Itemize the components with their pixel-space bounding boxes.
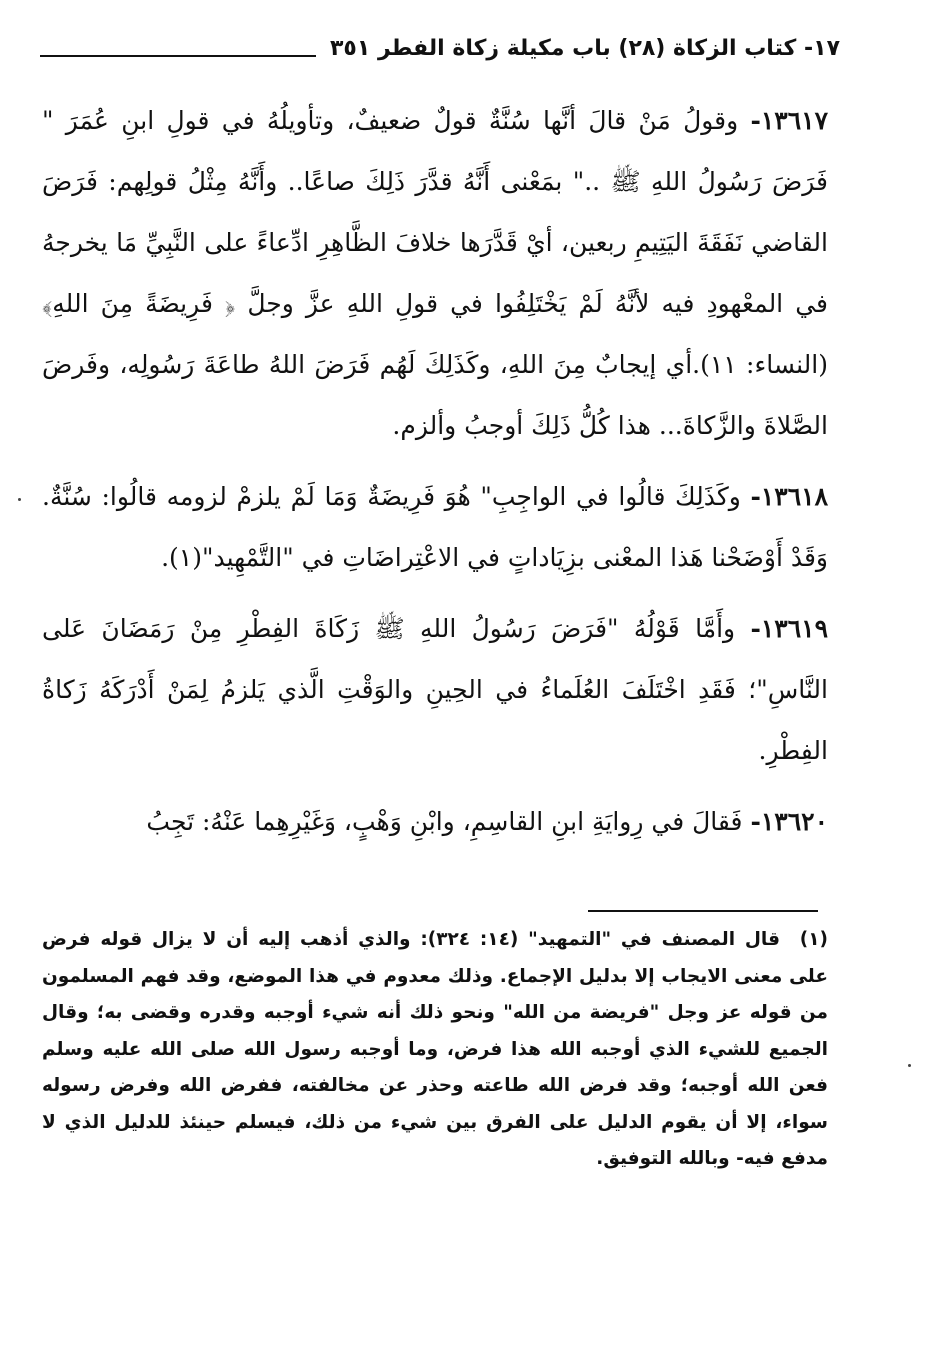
- footnote-text: قال المصنف في "التمهيد" (١٤: ٣٢٤): والذي أذهب إليه أن لا يزال قوله فرض على معنى الايجاب إلا بدليل الإجماع. وذلك معدوم في هذا الموضع، وقد فهم المسلمون من قوله عز وجل "فريضة من الله" ونحو ذلك أنه شيء أوجبه وقدره وقضى به؛ وقال الجميع للشيء الذي أوجبه الله هذا فرض، وما أوجبه رسول الله صلى الله عليه وسلم فعن الله أوجبه؛ وقد فرض الله طاعته وحذر عن مخالفته، ففرض الله وفرض رسوله سواء، إلا أن يقوم الدليل على الفرق بين شيء من ذلك، فيسلم حينئذ للدليل الذي لا مدفع فيه- وبالله التوفيق.: [42, 929, 828, 1169]
- footnote-marker: (١): [799, 929, 828, 950]
- paragraph-number: ١٣٦١٨-: [750, 482, 828, 511]
- paragraph-text: وقولُ مَنْ قالَ أنَّها سُنَّةٌ قولٌ ضعيفٌ، وتأويلُهُ في قولِ ابنِ عُمَرَ " فَرَضَ رَسُولُ اللهِ ﷺ .." بمَعْنى أَنَّهُ قدَّرَ ذَلِكَ صاعًا.. وأَنَّهُ مِثْلُ قولِهم: فَرَضَ القاضي نَفَقَةَ اليَتِيمِ ربعين، أيْ قَدَّرَها خلافَ الظَّاهِرِ ادِّعاءً على النَّبِيِّ مَا يخرجهُ في المعْهودِ فيه لأنَّهُ لَمْ يَخْتَلِفُوا في قولِ اللهِ عزَّ وجلَّ ﴿ فَرِيضَةً مِنَ اللهِ﴾ (النساء: ١١).أي إيجابٌ مِنَ اللهِ، وكَذَلِكَ لَهُم فَرَضَ اللهُ طاعَةَ رَسُولِه، وفَرضَ الصَّلاةَ والزَّكاةَ... هذا كُلُّ ذَلِكَ أوجبُ وألزم.: [42, 106, 828, 440]
- scan-speck: [18, 498, 21, 501]
- header-rule: [40, 55, 316, 57]
- paragraph-text: وأَمَّا قَوْلُهُ "فَرَضَ رَسُولُ اللهِ ﷺ زَكَاةَ الفِطْرِ مِنْ رَمَضَانَ عَلى النَّاسِ"؛ فَقَدِ اخْتَلَفَ العُلَماءُ في الحِينِ والوَقْتِ الَّذي يَلزمُ لِمَنْ أَدْرَكَهُ زَكاةُ الفِطْرِ.: [42, 614, 828, 765]
- footnote: [42, 922, 828, 1178]
- paragraph-text: وكَذَلِكَ قالُوا في الواجِبِ" هُوَ فَرِيضَةٌ وَمَا لَمْ يلزمْ لزومه قالُوا: سُنَّةٌ. وَقَدْ أَوْضَحْنا هَذا المعْنى بزِيَاداتٍ في الاعْتِراضَاتِ في "التَّمْهِيد"(١).: [42, 482, 828, 572]
- paragraph-13618: [42, 466, 828, 588]
- footnote-separator: [588, 910, 818, 912]
- paragraph-number: ١٣٦٢٠-: [750, 807, 828, 836]
- paragraph-text: فَقالَ في رِوايَةِ ابنِ القاسِمِ، وابْنِ وَهْبٍ، وَغَيْرِهِما عَنْهُ: تَجِبُ: [146, 807, 743, 836]
- scan-speck: [908, 1064, 911, 1067]
- paragraph-number: ١٣٦١٩-: [750, 614, 828, 643]
- main-text: [42, 90, 828, 852]
- paragraph-13617: [42, 90, 828, 456]
- paragraph-13620: [42, 791, 828, 852]
- paragraph-13619: [42, 598, 828, 781]
- paragraph-number: ١٣٦١٧-: [750, 106, 829, 135]
- page-header: [40, 28, 840, 68]
- running-title: ١٧- كتاب الزكاة (٢٨) باب مكيلة زكاة الفطر ٣٥١: [329, 35, 840, 61]
